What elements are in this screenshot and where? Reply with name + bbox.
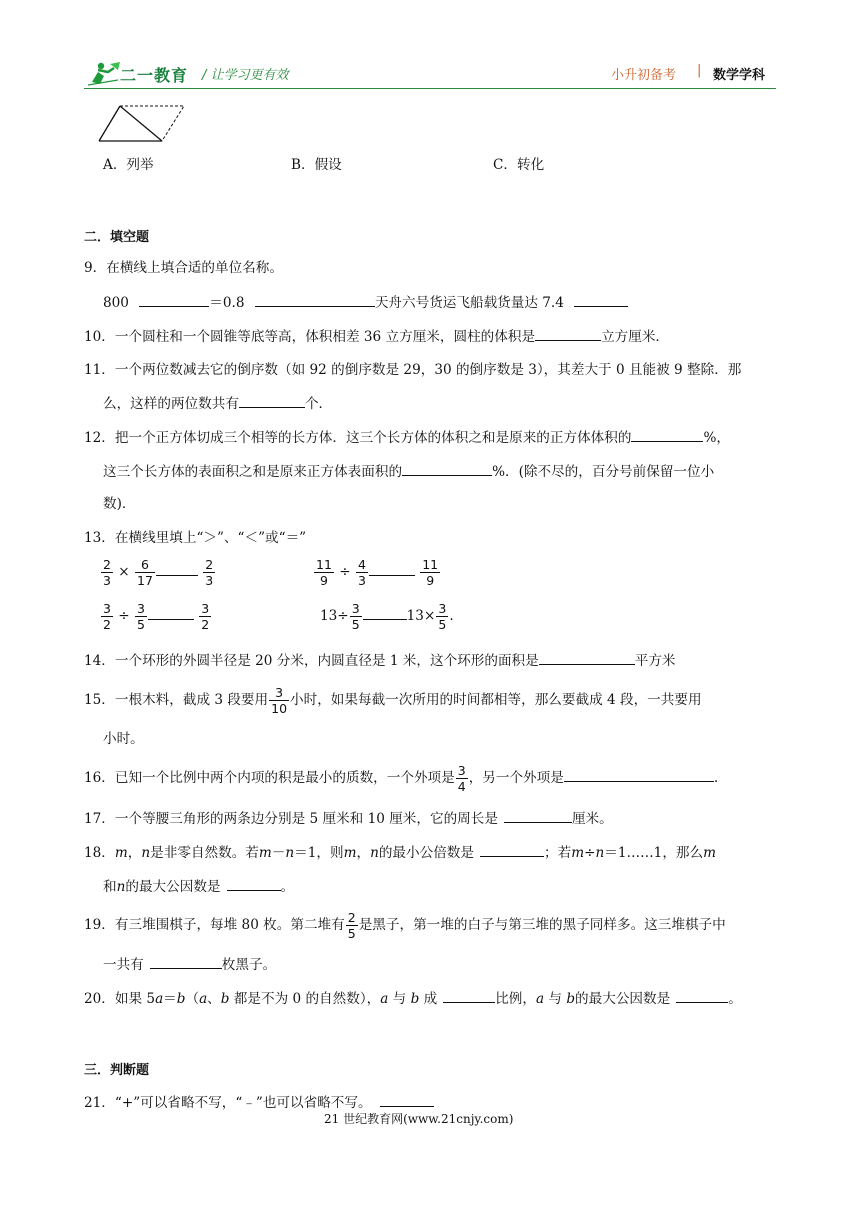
option-c: C．转化 xyxy=(493,157,545,173)
q18-line2: 和n的最大公因数是 。 xyxy=(103,876,294,897)
answer-blank[interactable] xyxy=(239,393,305,408)
q18-line1: 18．m，n是非零自然数。若m－n＝1，则m，n的最小公倍数是 ；若m÷n＝1……1，那么m xyxy=(84,842,716,863)
slogan: / 让学习更有效 xyxy=(202,68,289,83)
q15-line2: 小时。 xyxy=(103,731,144,747)
answer-blank[interactable] xyxy=(564,767,714,782)
answer-blank[interactable] xyxy=(631,427,703,442)
q10: 10．一个圆柱和一个圆锥等底等高，体积相差 36 立方厘米，圆柱的体积是 立方厘米． xyxy=(84,326,669,347)
q16: 16．已知一个比例中两个内项的积是最小的质数，一个外项是 $\frac{3}{4}$ ，另一个外项是 . xyxy=(84,763,719,794)
answer-blank[interactable] xyxy=(676,988,728,1003)
answer-blank[interactable] xyxy=(363,605,407,620)
q19-line1: 19．有三堆围棋子，每堆 80 枚。第二堆有 $\frac{2}{5}$ 是黑子，第一堆的白子与第三堆的黑子同样多。这三堆棋子中 xyxy=(84,910,726,941)
answer-blank[interactable] xyxy=(369,561,415,576)
q13-stem: 13．在横线里填上“＞”、“＜”或“＝” xyxy=(84,530,307,546)
answer-blank[interactable] xyxy=(443,988,495,1003)
subject-label: 数学学科 xyxy=(713,68,766,83)
logo-text: 二一教育 xyxy=(120,66,189,85)
q12-line1: 12．把一个正方体切成三个相等的长方体．这三个长方体的体积之和是原来的正方体体积的 %， xyxy=(84,427,730,448)
footer-source: 21 世纪教育网(www.21cnjy.com) xyxy=(324,1112,514,1126)
q20: 20．如果 5a＝b（a、b 都是不为 0 的自然数），a 与 b 成 比例，a 与 b的最大公因数是 。 xyxy=(84,988,742,1009)
option-a: A．列举 xyxy=(103,157,154,173)
exam-label: 小升初备考 xyxy=(611,68,677,83)
answer-blank[interactable] xyxy=(504,808,572,823)
answer-blank[interactable] xyxy=(255,292,375,307)
q13-item-1: $\frac{2}{3}$ × $\frac{6}{17}$ $\frac{2}{3}$ xyxy=(103,557,214,588)
q21: 21．“+”可以省略不写，“﹣”也可以省略不写。 xyxy=(84,1092,434,1113)
answer-blank[interactable] xyxy=(150,954,222,969)
answer-blank[interactable] xyxy=(535,326,601,341)
answer-blank[interactable] xyxy=(380,1092,434,1107)
q19-line2: 一共有 枚黑子。 xyxy=(103,954,276,975)
answer-blank[interactable] xyxy=(139,292,209,307)
answer-blank[interactable] xyxy=(227,876,281,891)
answer-blank[interactable] xyxy=(574,292,628,307)
section-3-title: 三．判断题 xyxy=(84,1063,150,1078)
answer-blank[interactable] xyxy=(156,561,198,576)
q17: 17．一个等腰三角形的两条边分别是 5 厘米和 10 厘米，它的周长是 厘米。 xyxy=(84,808,613,829)
q13-item-2: $\frac{11}{9}$ ÷ $\frac{4}{3}$ $\frac{11}{9}$ xyxy=(316,557,439,588)
answer-blank[interactable] xyxy=(539,650,635,665)
q13-item-4: 13÷ $\frac{3}{5}$ 13× $\frac{3}{5}$ . xyxy=(320,601,454,632)
header-divider xyxy=(84,88,776,89)
answer-blank[interactable] xyxy=(402,461,492,476)
q14: 14．一个环形的外圆半径是 20 分米，内圆直径是 1 米，这个环形的面积是 平方米 xyxy=(84,650,676,671)
answer-blank[interactable] xyxy=(480,842,544,857)
section-2-title: 二．填空题 xyxy=(84,230,150,245)
q11-line1: 11．一个两位数减去它的倒序数（如 92 的倒序数是 29，30 的倒序数是 3），其差大于 0 且能被 9 整除．那 xyxy=(84,362,742,378)
q12-line3: 数)． xyxy=(103,496,136,512)
q9-stem: 9．在横线上填合适的单位名称。 xyxy=(84,260,283,276)
header-separator: | xyxy=(697,63,702,78)
q15-line1: 15．一根木料，截成 3 段要用 $\frac{3}{10}$ 小时，如果每截一次所用的时间都相等，那么要截成 4 段，一共要用 xyxy=(84,685,702,716)
option-b: B．假设 xyxy=(291,157,342,173)
q9-blanks: 800 ＝0.8 天舟六号货运飞船载货量达 7.4 xyxy=(103,292,628,313)
answer-blank[interactable] xyxy=(148,605,194,620)
q13-item-3: $\frac{3}{2}$ ÷ $\frac{3}{5}$ $\frac{3}{2}$ xyxy=(103,601,210,632)
parallelogram-figure xyxy=(96,103,188,145)
q11-line2: 么，这样的两位数共有 个． xyxy=(103,393,332,414)
q12-line2: 这三个长方体的表面积之和是原来正方体表面积的 %．(除不尽的，百分号前保留一位小 xyxy=(103,461,714,482)
